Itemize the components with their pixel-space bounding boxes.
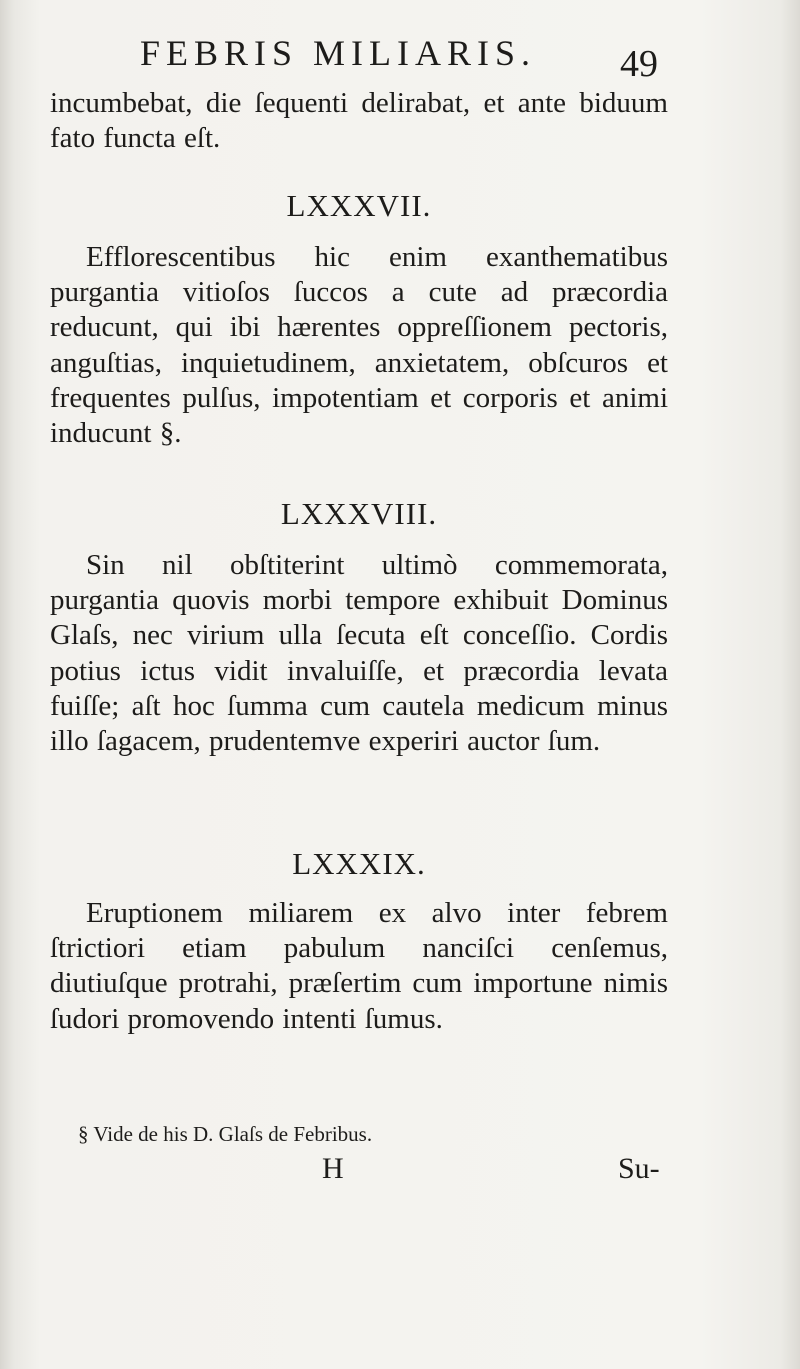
section-text-89: Eruptionem miliarem ex alvo inter febrem ſtrictiori etiam pabulum nanciſci cenſemus, diutiuſque protrahi, præſertim cum importune nimis ſudori promovendo intenti ſumus.: [50, 897, 668, 1035]
section-heading-89: LXXXIX.: [292, 846, 426, 881]
continued-paragraph: incumbebat, die ſequenti delirabat, et ante biduum fato functa eſt.: [50, 87, 668, 155]
section-text-87: Efflorescentibus hic enim exanthematibus purgantia vitioſos ſuccos a cute ad præcordia reducunt, qui ibi hærentes oppreſſionem pectoris, anguſtias, inquietudinem, anxietatem, obſcuros et frequentes pulſus, impotentiam et corporis et animi inducunt §.: [50, 241, 668, 450]
page-number: 49: [620, 43, 658, 85]
section-heading-88: LXXXVIII.: [280, 496, 438, 531]
footnote: § Vide de his D. Glaſs de Febribus.: [78, 1122, 373, 1146]
section-text-88: Sin nil obſtiterint ultimò commemorata, purgantia quovis morbi tempore exhibuit Dominus Glaſs, nec virium ulla ſecuta eſt conceſſio. Cordis potius ictus vidit invaluiſſe, et præcordia levata fuiſſe; aſt hoc ſumma cum cautela medicum minus illo ſagacem, prudentemve experiri auctor ſum.: [50, 549, 668, 758]
signature-mark: H: [322, 1152, 344, 1185]
running-head: [0, 26, 800, 86]
catchword: Su-: [618, 1152, 660, 1185]
running-title: FEBRIS MILIARIS.: [140, 33, 537, 73]
section-heading-87: LXXXVII.: [286, 188, 432, 223]
